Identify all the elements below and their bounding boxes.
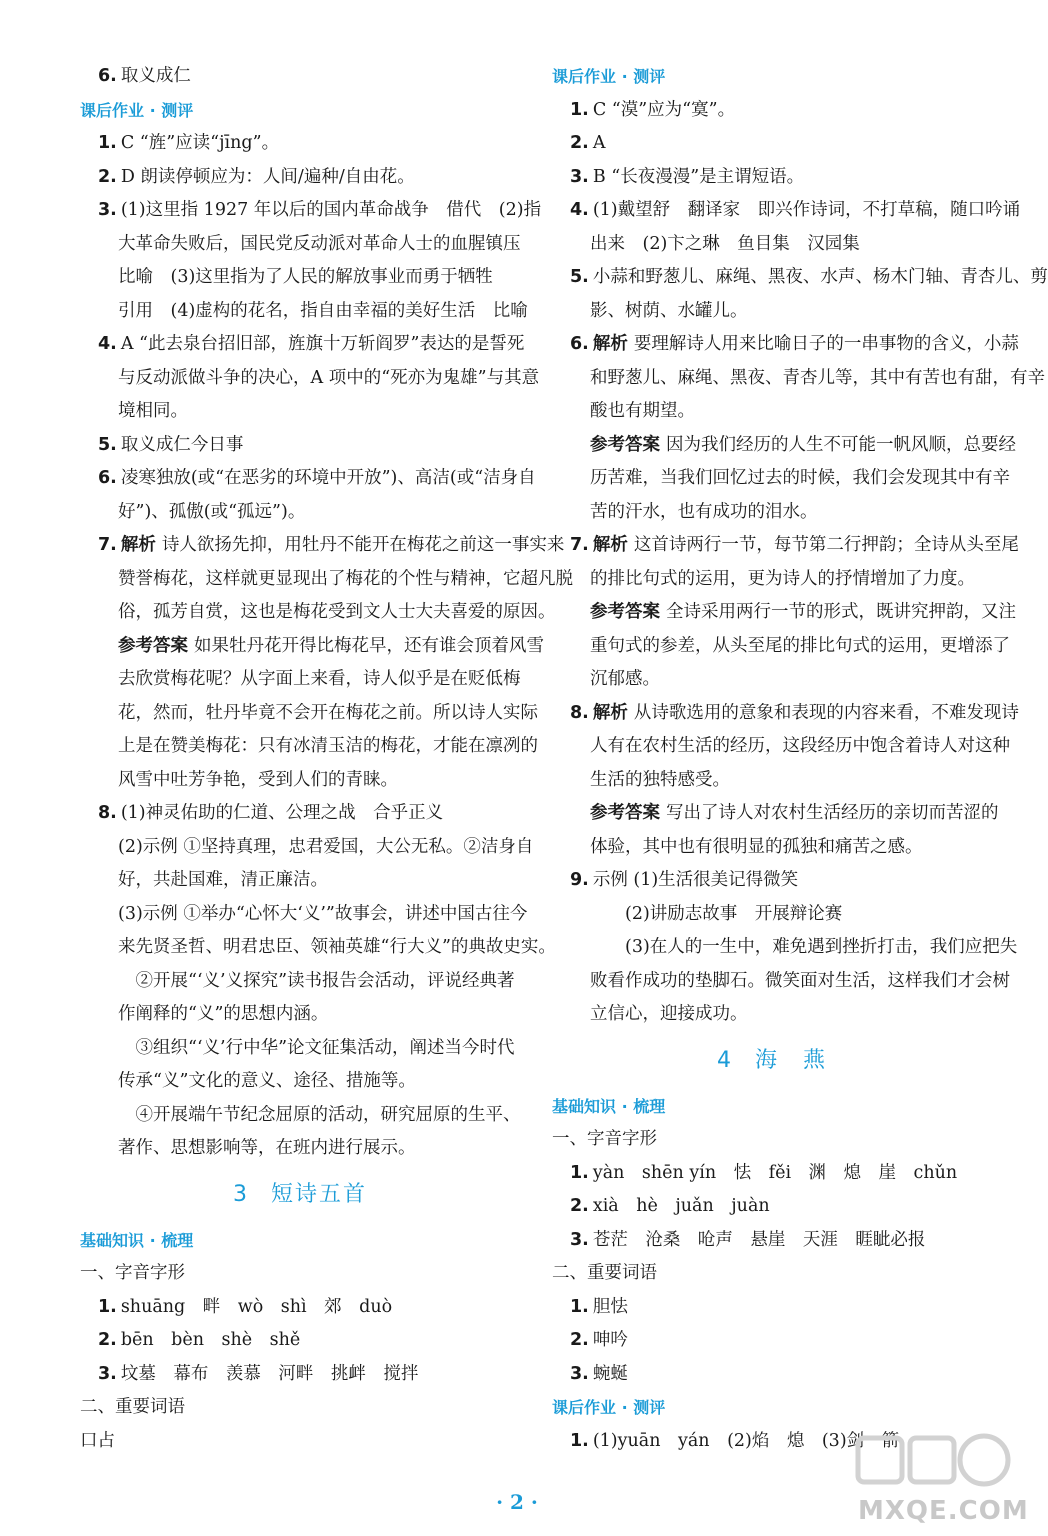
line-text: 一、字音字形 [80, 1263, 185, 1283]
item-number: 6. [570, 334, 589, 354]
line-text: 重句式的参差，从头至尾的排比句式的运用，更增添了 [590, 635, 1010, 656]
item-number: 6. [98, 66, 117, 86]
answer-label: 解析 [592, 334, 628, 354]
line-text: 蜿蜒 [592, 1363, 628, 1384]
line-text: 如果牡丹花开得比梅花早，还有谁会顶着风雪 [194, 635, 544, 656]
text-line [80, 1132, 520, 1166]
line-text: (1)这里指 1927 年以后的国内革命战争 借代 (2)指 [120, 200, 542, 220]
section-heading: 基础知识 · 梳理 [552, 1096, 666, 1116]
section-heading: 课后作业 · 测评 [552, 67, 666, 86]
line-text: 写出了诗人对农村生活经历的亲切而苦涩的 [666, 803, 999, 823]
text-line [552, 831, 992, 865]
line-text: 全诗采用两行一节的形式，既讲究押韵，又注 [666, 602, 1016, 622]
item-number: 3. [570, 1229, 589, 1250]
text-line [80, 462, 536, 496]
line-text: 凌寒独放(或“在恶劣的环境中开放”)、高洁(或“洁身自 [120, 468, 536, 488]
line-text: shuāng 畔 wò shì 郊 duò [120, 1296, 393, 1317]
line-text: 要理解诗人用来比喻日子的一串事物的含义，小蒜 [633, 334, 1019, 354]
text-line [552, 529, 1019, 563]
item-number: 1. [98, 1296, 117, 1317]
line-text: 影、树荫、水罐儿。 [590, 300, 748, 321]
item-number: 8. [570, 702, 589, 723]
text-line [552, 127, 992, 161]
line-text: 比喻 (3)这里指为了人民的解放事业而勇于牺牲 [118, 267, 493, 287]
line-text: 诗人欲扬先抑，用牡丹不能开在梅花之前这一事实来 [161, 535, 565, 555]
item-number: 3. [98, 1363, 117, 1384]
text-line [80, 864, 520, 898]
text-line [552, 1157, 992, 1191]
item-number: 2. [98, 166, 117, 187]
line-text: ④开展端午节纪念屈原的活动，研究屈原的生平、 [118, 1104, 521, 1125]
text-line [80, 261, 520, 295]
line-text: 传承“义”文化的意义、途径、措施等。 [118, 1071, 416, 1091]
text-line [552, 797, 999, 831]
line-text: 与反动派做斗争的决心，A 项中的“死亦为鬼雄”与其意 [118, 367, 540, 388]
line-text: ③组织“‘义’行中华”论文征集活动，阐述当今时代 [118, 1037, 515, 1058]
line-text: 作阐释的“义”的思想内涵。 [118, 1004, 329, 1024]
text-line [552, 1324, 992, 1358]
item-number: 3. [570, 1363, 589, 1384]
text-line [80, 1065, 520, 1099]
text-line [80, 1324, 520, 1358]
line-text: 赞誉梅花，这样就更显现出了梅花的个性与精神，它超凡脱 [118, 568, 573, 589]
text-line [552, 965, 1010, 999]
line-text: (1)yuān yán (2)焰 熄 (3)剑 箭 [592, 1430, 900, 1451]
text-line [552, 1190, 992, 1224]
text-line [552, 1358, 992, 1392]
text-line [552, 663, 992, 697]
line-text: 风雪中吐芳争艳，受到人们的青睐。 [118, 769, 398, 790]
text-line [552, 496, 992, 530]
line-text: 人有在农村生活的经历，这段经历中饱含着诗人对这种 [590, 736, 1010, 756]
text-line [552, 362, 1045, 396]
text-line [80, 697, 538, 731]
text-line [552, 764, 992, 798]
line-text: D 朗读停顿应为：人间/遍种/自由花。 [120, 166, 415, 187]
item-number: 5. [98, 434, 117, 455]
line-text: 胆怯 [592, 1296, 628, 1317]
line-text: 俗，孤芳自赏，这也是梅花受到文人士大夫喜爱的原因。 [118, 602, 556, 622]
answer-label: 解析 [592, 702, 628, 723]
line-text: 大革命失败后，国民党反动派对革命人士的血腥镇压 [118, 233, 521, 254]
text-line [552, 730, 1010, 764]
text-line [80, 831, 534, 865]
line-text: 好，共赴国难，清正廉洁。 [118, 870, 328, 890]
chapter-name: 短诗五首 [270, 1181, 367, 1207]
text-line [80, 496, 520, 530]
line-text: (2)讲励志故事 开展辩论赛 [590, 903, 843, 924]
text-line [80, 965, 520, 999]
chapter-number: 3 [232, 1181, 249, 1207]
line-text: 引用 (4)虚构的花名，指自由幸福的美好生活 比喻 [118, 300, 528, 321]
text-line [80, 931, 556, 965]
answer-label: 参考答案 [118, 635, 188, 656]
item-number: 9. [570, 870, 589, 890]
text-line [552, 295, 992, 329]
text-line [552, 998, 992, 1032]
item-number: 7. [570, 535, 589, 555]
text-line [80, 295, 528, 329]
chapter-title [552, 1032, 992, 1090]
chapter-number: 4 [716, 1047, 733, 1073]
section-heading: 课后作业 · 测评 [80, 100, 194, 120]
text-line [80, 529, 565, 563]
line-text: 败看作成功的垫脚石。微笑面对生活，这样我们才会树 [590, 970, 1010, 991]
item-number: 1. [570, 1296, 589, 1317]
line-text: 著作、思想影响等，在班内进行展示。 [118, 1138, 416, 1158]
text-line [80, 1391, 520, 1425]
right-column [552, 60, 1048, 1458]
text-line [552, 462, 1010, 496]
section-heading: 课后作业 · 测评 [552, 1398, 666, 1417]
line-text: 取义成仁今日事 [120, 434, 244, 455]
text-line [80, 127, 520, 161]
line-text: A [592, 133, 606, 153]
answer-label: 参考答案 [590, 434, 660, 455]
text-line [552, 94, 992, 128]
line-text: 好”)、孤傲(或“孤远”)。 [118, 501, 306, 522]
text-line [552, 563, 992, 597]
text-line [80, 730, 538, 764]
line-text: (3)示例 ①举办“心怀大‘义’”故事会，讲述中国古往今 [118, 903, 528, 924]
text-line [552, 931, 1018, 965]
text-line [552, 1291, 992, 1325]
item-number: 4. [570, 200, 589, 220]
text-line [552, 1123, 992, 1157]
text-line [552, 328, 1019, 362]
page-number: · 2 · [496, 1490, 538, 1514]
text-line [552, 898, 992, 932]
text-line [552, 630, 1010, 664]
text-line [80, 596, 556, 630]
line-text: ②开展“‘义’义探究”读书报告会活动，评说经典著 [118, 970, 515, 991]
chapter-title [80, 1166, 520, 1224]
line-text: 出来 (2)卞之琳 鱼目集 汉园集 [590, 233, 860, 254]
line-text: 去欣赏梅花呢？从字面上来看，诗人似乎是在贬低梅 [118, 669, 521, 689]
line-text: 从诗歌选用的意象和表现的内容来看，不难发现诗 [633, 702, 1019, 723]
line-text: 坟墓 幕布 羡慕 河畔 挑衅 搅拌 [120, 1363, 419, 1384]
item-number: 1. [570, 1430, 589, 1451]
line-text: 历苦难，当我们回忆过去的时候，我们会发现其中有辛 [590, 468, 1010, 488]
line-text: B “长夜漫漫”是主谓短语。 [592, 166, 805, 187]
item-number: 1. [98, 133, 117, 153]
line-text: 来先贤圣哲、明君忠臣、领袖英雄“行大义”的典故史实。 [118, 937, 556, 957]
text-line [552, 194, 1021, 228]
line-text: 二、重要词语 [552, 1263, 657, 1283]
text-line [552, 697, 1019, 731]
text-line [552, 261, 1048, 295]
text-line [80, 563, 573, 597]
item-number: 1. [570, 1162, 589, 1183]
text-line [80, 228, 520, 262]
line-text: 立信心，迎接成功。 [590, 1004, 748, 1024]
text-line [80, 60, 520, 94]
text-line [80, 1358, 520, 1392]
text-line [80, 663, 520, 697]
text-line [552, 1257, 992, 1291]
text-line [552, 429, 1016, 463]
text-line [552, 395, 992, 429]
item-number: 4. [98, 334, 117, 354]
line-text: xià hè juǎn juàn [592, 1196, 770, 1216]
item-number: 7. [98, 535, 117, 555]
text-line [80, 1032, 520, 1066]
text-line [80, 898, 528, 932]
item-number: 3. [98, 200, 117, 220]
text-line [80, 395, 520, 429]
text-line [80, 194, 542, 228]
line-text: 生活的独特感受。 [590, 769, 730, 790]
item-number: 8. [98, 803, 117, 823]
item-number: 2. [570, 1196, 589, 1216]
line-text: (3)在人的一生中，难免遇到挫折打击，我们应把失 [590, 937, 1018, 957]
answer-label: 解析 [120, 535, 156, 555]
line-text: 二、重要词语 [80, 1397, 185, 1417]
line-text: 和野葱儿、麻绳、黑夜、青杏儿等，其中有苦也有甜，有辛 [590, 367, 1045, 388]
line-text: 苍茫 沧桑 呛声 悬崖 天涯 睚眦必报 [592, 1229, 926, 1250]
line-text: 因为我们经历的人生不可能一帆风顺，总要经 [666, 434, 1016, 455]
line-text: yàn shēn yín 怯 fěi 渊 熄 崖 chǔn [592, 1162, 958, 1183]
line-text: 境相同。 [118, 401, 188, 421]
line-text: 体验，其中也有很明显的孤独和痛苦之感。 [590, 836, 923, 857]
item-number: 1. [570, 99, 589, 120]
line-text: A “此去泉台招旧部，旌旗十万斩阎罗”表达的是誓死 [120, 334, 525, 354]
text-line [80, 362, 540, 396]
text-line [80, 1291, 520, 1325]
answer-label: 参考答案 [590, 602, 660, 622]
line-text: 花，然而，牡丹毕竟不会开在梅花之前。所以诗人实际 [118, 702, 538, 723]
line-text: (2)示例 ①坚持真理，忠君爱国，大公无私。②洁身自 [118, 836, 534, 857]
line-text: 取义成仁 [120, 66, 191, 86]
text-line [80, 1425, 520, 1459]
line-text: C “漠”应为“寞”。 [592, 99, 736, 120]
line-text: 小蒜和野葱儿、麻绳、黑夜、水声、杨木门轴、青杏儿、剪 [592, 267, 1048, 287]
line-text: (1)戴望舒 翻译家 即兴作诗词，不打草稿，随口吟诵 [592, 200, 1021, 220]
text-line [552, 228, 992, 262]
line-text: bēn bèn shè shě [120, 1330, 301, 1350]
left-column [80, 60, 573, 1458]
section-heading: 基础知识 · 梳理 [80, 1230, 194, 1250]
line-text: (1)神灵佑助的仁道、公理之战 合乎正义 [120, 803, 444, 823]
line-text: 的排比句式的运用，更为诗人的抒情增加了力度。 [590, 568, 975, 589]
item-number: 2. [570, 133, 589, 153]
text-line [552, 864, 992, 898]
text-line [552, 161, 992, 195]
line-text: 上是在赞美梅花：只有冰清玉洁的梅花，才能在凛冽的 [118, 736, 538, 756]
text-line [80, 328, 525, 362]
text-line [80, 764, 520, 798]
line-text: 口占 [80, 1430, 115, 1451]
text-line [80, 797, 520, 831]
item-number: 5. [570, 267, 589, 287]
line-text: 这首诗两行一节，每节第二行押韵；全诗从头至尾 [633, 535, 1019, 555]
text-line [80, 998, 520, 1032]
text-line [552, 596, 1016, 630]
text-line [552, 1224, 992, 1258]
text-line [80, 429, 520, 463]
line-text: C “旌”应读“jīng”。 [120, 133, 280, 153]
chapter-name: 海 燕 [754, 1047, 827, 1073]
line-text: 示例 (1)生活很美记得微笑 [592, 870, 799, 890]
item-number: 2. [98, 1330, 117, 1350]
line-text: 苦的汗水，也有成功的泪水。 [590, 501, 818, 522]
answer-label: 参考答案 [590, 803, 660, 823]
watermark-text: MXQE.COM [858, 1496, 1029, 1526]
item-number: 2. [570, 1330, 589, 1350]
line-text: 一、字音字形 [552, 1129, 657, 1149]
item-number: 6. [98, 468, 117, 488]
line-text: 呻吟 [592, 1330, 628, 1350]
line-text: 沉郁感。 [590, 669, 660, 689]
answer-label: 解析 [592, 535, 628, 555]
text-line [80, 161, 520, 195]
item-number: 3. [570, 166, 589, 187]
line-text: 酸也有期望。 [590, 401, 695, 421]
text-line [80, 630, 544, 664]
text-line [80, 1257, 520, 1291]
text-line [80, 1099, 520, 1133]
